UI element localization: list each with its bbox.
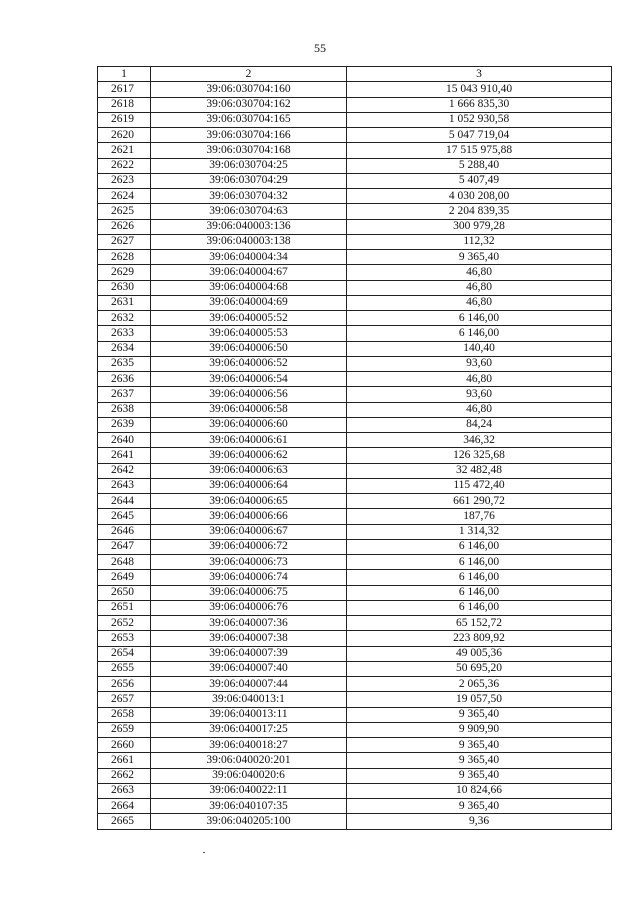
- row-number: 2650: [98, 585, 151, 600]
- cadastral-value: 126 325,68: [347, 448, 612, 463]
- cadastral-number: 39:06:030704:29: [151, 173, 347, 188]
- table-row: [98, 204, 612, 219]
- row-number: 2617: [98, 82, 151, 97]
- row-number: 2649: [98, 570, 151, 585]
- cadastral-number: 39:06:040006:62: [151, 448, 347, 463]
- cadastral-value: 46,80: [347, 265, 612, 280]
- table-row: [98, 311, 612, 326]
- cadastral-value: 187,76: [347, 509, 612, 524]
- table-row: [98, 570, 612, 585]
- row-number: 2631: [98, 295, 151, 310]
- row-number: 2651: [98, 600, 151, 615]
- table-row: [98, 173, 612, 188]
- cadastral-number: 39:06:040006:63: [151, 463, 347, 478]
- table-row: [98, 616, 612, 631]
- cadastral-number: 39:06:040006:66: [151, 509, 347, 524]
- cadastral-value: 9 909,90: [347, 722, 612, 737]
- cadastral-number: 39:06:030704:32: [151, 189, 347, 204]
- cadastral-number: 39:06:040006:60: [151, 417, 347, 432]
- cadastral-number: 39:06:040003:136: [151, 219, 347, 234]
- cadastral-value: 9 365,40: [347, 768, 612, 783]
- row-number: 2630: [98, 280, 151, 295]
- row-number: 2636: [98, 372, 151, 387]
- cadastral-number: 39:06:040006:73: [151, 555, 347, 570]
- row-number: 2645: [98, 509, 151, 524]
- row-number: 2665: [98, 814, 151, 829]
- cadastral-number: 39:06:030704:25: [151, 158, 347, 173]
- cadastral-value: 9,36: [347, 814, 612, 829]
- table-row: [98, 692, 612, 707]
- cadastral-number: 39:06:040006:72: [151, 539, 347, 554]
- cadastral-number: 39:06:040006:50: [151, 341, 347, 356]
- row-number: 2653: [98, 631, 151, 646]
- cadastral-number: 39:06:040006:52: [151, 356, 347, 371]
- table-row: [98, 539, 612, 554]
- table-row: [98, 280, 612, 295]
- row-number: 2654: [98, 646, 151, 661]
- cadastral-number: 39:06:040020:201: [151, 753, 347, 768]
- row-number: 2642: [98, 463, 151, 478]
- cadastral-value: 46,80: [347, 372, 612, 387]
- table-row: [98, 722, 612, 737]
- cadastral-value: 9 365,40: [347, 753, 612, 768]
- cadastral-number: 39:06:040017:25: [151, 722, 347, 737]
- cadastral-value: 6 146,00: [347, 570, 612, 585]
- row-number: 2643: [98, 478, 151, 493]
- row-number: 2662: [98, 768, 151, 783]
- table-row: [98, 341, 612, 356]
- table-row: [98, 524, 612, 539]
- cadastral-value: 9 365,40: [347, 250, 612, 265]
- table-row: [98, 585, 612, 600]
- cadastral-number: 39:06:040006:54: [151, 372, 347, 387]
- cadastral-value: 661 290,72: [347, 494, 612, 509]
- row-number: 2659: [98, 722, 151, 737]
- table-row: [98, 158, 612, 173]
- cadastral-number: 39:06:040004:67: [151, 265, 347, 280]
- cadastral-value: 49 005,36: [347, 646, 612, 661]
- row-number: 2658: [98, 707, 151, 722]
- cadastral-value: 112,32: [347, 234, 612, 249]
- table-row: [98, 738, 612, 753]
- row-number: 2661: [98, 753, 151, 768]
- cadastral-value: 19 057,50: [347, 692, 612, 707]
- table-row: [98, 707, 612, 722]
- row-number: 2641: [98, 448, 151, 463]
- cadastral-number: 39:06:030704:168: [151, 143, 347, 158]
- table-row: [98, 97, 612, 112]
- row-number: 2647: [98, 539, 151, 554]
- table-row: [98, 509, 612, 524]
- cadastral-value: 6 146,00: [347, 585, 612, 600]
- row-number: 2638: [98, 402, 151, 417]
- cadastral-value: 4 030 208,00: [347, 189, 612, 204]
- table-row: [98, 494, 612, 509]
- table-header-row: [98, 67, 612, 82]
- cadastral-number: 39:06:040006:64: [151, 478, 347, 493]
- cadastral-number: 39:06:040005:52: [151, 311, 347, 326]
- table-row: [98, 295, 612, 310]
- table-row: [98, 189, 612, 204]
- table-row: [98, 677, 612, 692]
- cadastral-number: 39:06:040007:39: [151, 646, 347, 661]
- table-row: [98, 112, 612, 127]
- table-row: [98, 326, 612, 341]
- table-row: [98, 128, 612, 143]
- cadastral-value: 15 043 910,40: [347, 82, 612, 97]
- table-row: [98, 783, 612, 798]
- row-number: 2637: [98, 387, 151, 402]
- cadastral-value: 46,80: [347, 295, 612, 310]
- cadastral-value: 46,80: [347, 280, 612, 295]
- cadastral-number: 39:06:040006:75: [151, 585, 347, 600]
- row-number: 2639: [98, 417, 151, 432]
- cadastral-value: 6 146,00: [347, 539, 612, 554]
- cadastral-value: 2 065,36: [347, 677, 612, 692]
- table-row: [98, 417, 612, 432]
- cadastral-number: 39:06:030704:63: [151, 204, 347, 219]
- row-number: 2628: [98, 250, 151, 265]
- table-row: [98, 448, 612, 463]
- cadastral-number: 39:06:040007:40: [151, 661, 347, 676]
- cadastral-number: 39:06:040006:65: [151, 494, 347, 509]
- cadastral-value: 1 314,32: [347, 524, 612, 539]
- row-number: 2625: [98, 204, 151, 219]
- cadastral-number: 39:06:040013:1: [151, 692, 347, 707]
- row-number: 2655: [98, 661, 151, 676]
- row-number: 2618: [98, 97, 151, 112]
- cadastral-value: 9 365,40: [347, 707, 612, 722]
- row-number: 2635: [98, 356, 151, 371]
- cadastral-value: 84,24: [347, 417, 612, 432]
- table-row: [98, 646, 612, 661]
- row-number: 2620: [98, 128, 151, 143]
- row-number: 2656: [98, 677, 151, 692]
- table-row: [98, 82, 612, 97]
- table-body: [98, 82, 612, 829]
- row-number: 2621: [98, 143, 151, 158]
- cadastral-value: 6 146,00: [347, 326, 612, 341]
- table-row: [98, 661, 612, 676]
- cadastral-number: 39:06:030704:160: [151, 82, 347, 97]
- cadastral-number: 39:06:040004:69: [151, 295, 347, 310]
- table-row: [98, 463, 612, 478]
- table-row: [98, 799, 612, 814]
- table-row: [98, 402, 612, 417]
- cadastral-number: 39:06:040003:138: [151, 234, 347, 249]
- cadastral-value: 93,60: [347, 356, 612, 371]
- table-row: [98, 600, 612, 615]
- row-number: 2626: [98, 219, 151, 234]
- cadastral-value: 6 146,00: [347, 600, 612, 615]
- cadastral-number: 39:06:040018:27: [151, 738, 347, 753]
- cadastral-number: 39:06:040022:11: [151, 783, 347, 798]
- cadastral-value: 6 146,00: [347, 311, 612, 326]
- row-number: 2622: [98, 158, 151, 173]
- cadastral-value-table: [97, 66, 612, 830]
- table-row: [98, 814, 612, 829]
- row-number: 2657: [98, 692, 151, 707]
- cadastral-value: 50 695,20: [347, 661, 612, 676]
- row-number: 2634: [98, 341, 151, 356]
- table-row: [98, 356, 612, 371]
- row-number: 2664: [98, 799, 151, 814]
- cadastral-number: 39:06:040006:58: [151, 402, 347, 417]
- row-number: 2663: [98, 783, 151, 798]
- cadastral-number: 39:06:040006:61: [151, 433, 347, 448]
- cadastral-value: 32 482,48: [347, 463, 612, 478]
- row-number: 2646: [98, 524, 151, 539]
- table-row: [98, 478, 612, 493]
- table-row: [98, 555, 612, 570]
- table-row: [98, 219, 612, 234]
- table-row: [98, 753, 612, 768]
- cadastral-value: 93,60: [347, 387, 612, 402]
- row-number: 2623: [98, 173, 151, 188]
- table-row: [98, 631, 612, 646]
- row-number: 2644: [98, 494, 151, 509]
- cadastral-number: 39:06:030704:166: [151, 128, 347, 143]
- table-row: [98, 265, 612, 280]
- cadastral-number: 39:06:040004:68: [151, 280, 347, 295]
- cadastral-number: 39:06:040020:6: [151, 768, 347, 783]
- table-row: [98, 143, 612, 158]
- table-row: [98, 433, 612, 448]
- cadastral-number: 39:06:040004:34: [151, 250, 347, 265]
- row-number: 2624: [98, 189, 151, 204]
- row-number: 2660: [98, 738, 151, 753]
- cadastral-number: 39:06:040107:35: [151, 799, 347, 814]
- cadastral-value: 223 809,92: [347, 631, 612, 646]
- page-number: 55: [314, 41, 326, 55]
- cadastral-number: 39:06:040006:67: [151, 524, 347, 539]
- cadastral-value: 115 472,40: [347, 478, 612, 493]
- cadastral-number: 39:06:040007:36: [151, 616, 347, 631]
- cadastral-number: 39:06:040006:56: [151, 387, 347, 402]
- cadastral-value: 1 052 930,58: [347, 112, 612, 127]
- cadastral-value: 17 515 975,88: [347, 143, 612, 158]
- cadastral-value: 5 288,40: [347, 158, 612, 173]
- cadastral-number: 39:06:030704:162: [151, 97, 347, 112]
- cadastral-value: 65 152,72: [347, 616, 612, 631]
- cadastral-number: 39:06:040007:44: [151, 677, 347, 692]
- cadastral-value: 9 365,40: [347, 738, 612, 753]
- cadastral-number: 39:06:040013:11: [151, 707, 347, 722]
- column-header-1: 1: [98, 67, 151, 82]
- table-row: [98, 250, 612, 265]
- cadastral-value: 140,40: [347, 341, 612, 356]
- row-number: 2632: [98, 311, 151, 326]
- cadastral-number: 39:06:030704:165: [151, 112, 347, 127]
- row-number: 2640: [98, 433, 151, 448]
- row-number: 2633: [98, 326, 151, 341]
- cadastral-number: 39:06:040005:53: [151, 326, 347, 341]
- cadastral-value: 9 365,40: [347, 799, 612, 814]
- cadastral-number: 39:06:040006:76: [151, 600, 347, 615]
- cadastral-value: 5 407,49: [347, 173, 612, 188]
- cadastral-value: 6 146,00: [347, 555, 612, 570]
- stray-mark: [203, 852, 205, 853]
- column-header-3: 3: [347, 67, 612, 82]
- cadastral-number: 39:06:040205:100: [151, 814, 347, 829]
- row-number: 2619: [98, 112, 151, 127]
- table-row: [98, 387, 612, 402]
- row-number: 2629: [98, 265, 151, 280]
- cadastral-value: 300 979,28: [347, 219, 612, 234]
- row-number: 2652: [98, 616, 151, 631]
- column-header-2: 2: [151, 67, 347, 82]
- table-row: [98, 768, 612, 783]
- row-number: 2627: [98, 234, 151, 249]
- table-row: [98, 372, 612, 387]
- table-row: [98, 234, 612, 249]
- cadastral-value: 1 666 835,30: [347, 97, 612, 112]
- cadastral-number: 39:06:040007:38: [151, 631, 347, 646]
- cadastral-value: 10 824,66: [347, 783, 612, 798]
- cadastral-number: 39:06:040006:74: [151, 570, 347, 585]
- cadastral-value: 2 204 839,35: [347, 204, 612, 219]
- row-number: 2648: [98, 555, 151, 570]
- cadastral-value: 46,80: [347, 402, 612, 417]
- cadastral-value: 346,32: [347, 433, 612, 448]
- cadastral-value: 5 047 719,04: [347, 128, 612, 143]
